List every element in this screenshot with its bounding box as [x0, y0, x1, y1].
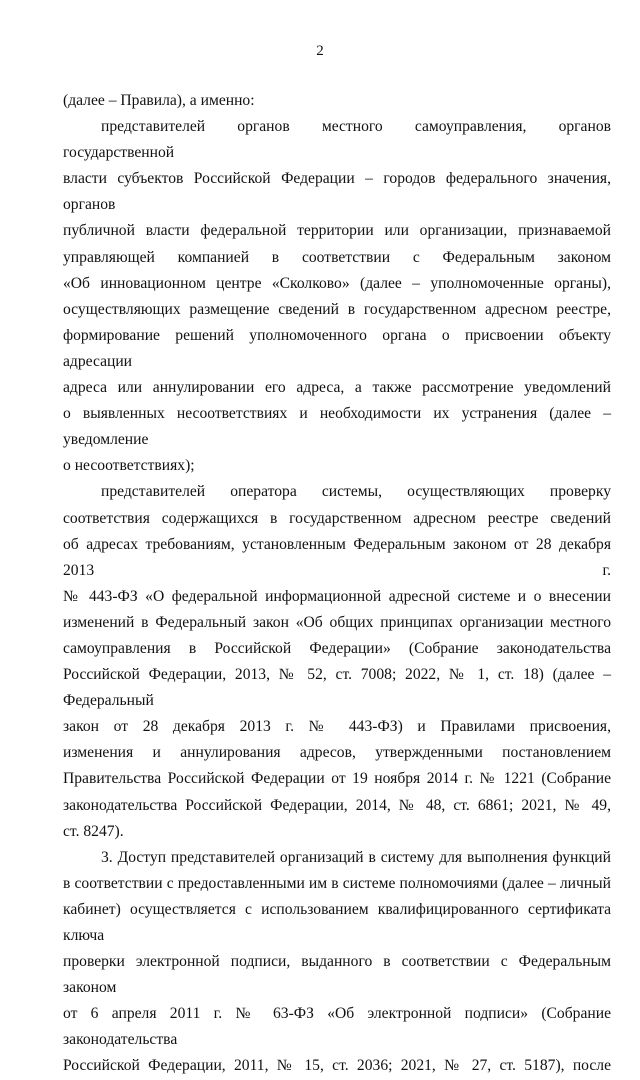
text-line: Российской Федерации, 2011, № 15, ст. 2036; 2021, № 27, ст. 5187), после: [63, 1057, 611, 1075]
paragraph: [63, 114, 611, 479]
paragraph: [63, 88, 611, 114]
text-line: изменения и аннулирования адресов, утвержденными постановлением: [63, 744, 611, 762]
text-line: публичной власти федеральной территории или организации, признаваемой: [63, 222, 611, 240]
text-line: кабинет) осуществляется с использованием квалифицированного сертификата ключа: [63, 900, 611, 944]
page-number: 2: [316, 43, 324, 59]
text-line: представителей оператора системы, осуществляющих проверку: [101, 483, 611, 501]
text-line: Российской Федерации, 2013, № 52, ст. 7008; 2022, № 1, ст. 18) (далее – Федеральный: [63, 666, 611, 710]
text-line: самоуправления в Российской Федерации» (Собрание законодательства: [63, 639, 611, 657]
text-line: Правительства Российской Федерации от 19 ноября 2014 г. № 1221 (Собрание: [63, 770, 611, 788]
text-line: соответствия содержащихся в государственном адресном реестре сведений: [63, 509, 611, 527]
text-line: проверки электронной подписи, выданного в соответствии с Федеральным законом: [63, 953, 611, 997]
text-line: об адресах требованиям, установленным Федеральным законом от 28 декабря 2013 г.: [63, 535, 611, 579]
paragraph: [63, 845, 611, 1080]
text-line: «Об инновационном центре «Сколково» (далее – уполномоченные органы),: [63, 274, 611, 292]
text-line: формирование решений уполномоченного органа о присвоении объекту адресации: [63, 326, 611, 370]
text-line: в соответствии с предоставленными им в системе полномочиями (далее – личный: [63, 874, 611, 892]
text-line: о выявленных несоответствиях и необходимости их устранения (далее – уведомление: [63, 405, 611, 449]
text-line: осуществляющих размещение сведений в государственном адресном реестре,: [63, 300, 611, 318]
text-line: ст. 8247).: [63, 822, 124, 840]
paragraph: [63, 479, 611, 844]
text-line: 3. Доступ представителей организаций в систему для выполнения функций: [101, 848, 611, 866]
text-line: № 443-ФЗ «О федеральной информационной адресной системе и о внесении: [63, 587, 611, 605]
text-line: изменений в Федеральный закон «Об общих принципах организации местного: [63, 613, 611, 631]
text-line: управляющей компанией в соответствии с Федеральным законом: [63, 248, 611, 266]
text-line: закон от 28 декабря 2013 г. № 443-ФЗ) и Правилами присвоения,: [63, 718, 611, 736]
text-line: (далее – Правила), а именно:: [63, 92, 255, 109]
text-line: законодательства Российской Федерации, 2014, № 48, ст. 6861; 2021, № 49,: [63, 796, 611, 814]
text-line: представителей органов местного самоуправления, органов государственной: [63, 118, 611, 162]
text-line: от 6 апреля 2011 г. № 63-ФЗ «Об электронной подписи» (Собрание законодательства: [63, 1005, 611, 1049]
text-line: власти субъектов Российской Федерации – городов федерального значения, органов: [63, 170, 611, 214]
document-body: [63, 88, 611, 1080]
text-line: о несоответствиях);: [63, 457, 195, 475]
text-line: адреса или аннулировании его адреса, а также рассмотрение уведомлений: [63, 379, 611, 397]
